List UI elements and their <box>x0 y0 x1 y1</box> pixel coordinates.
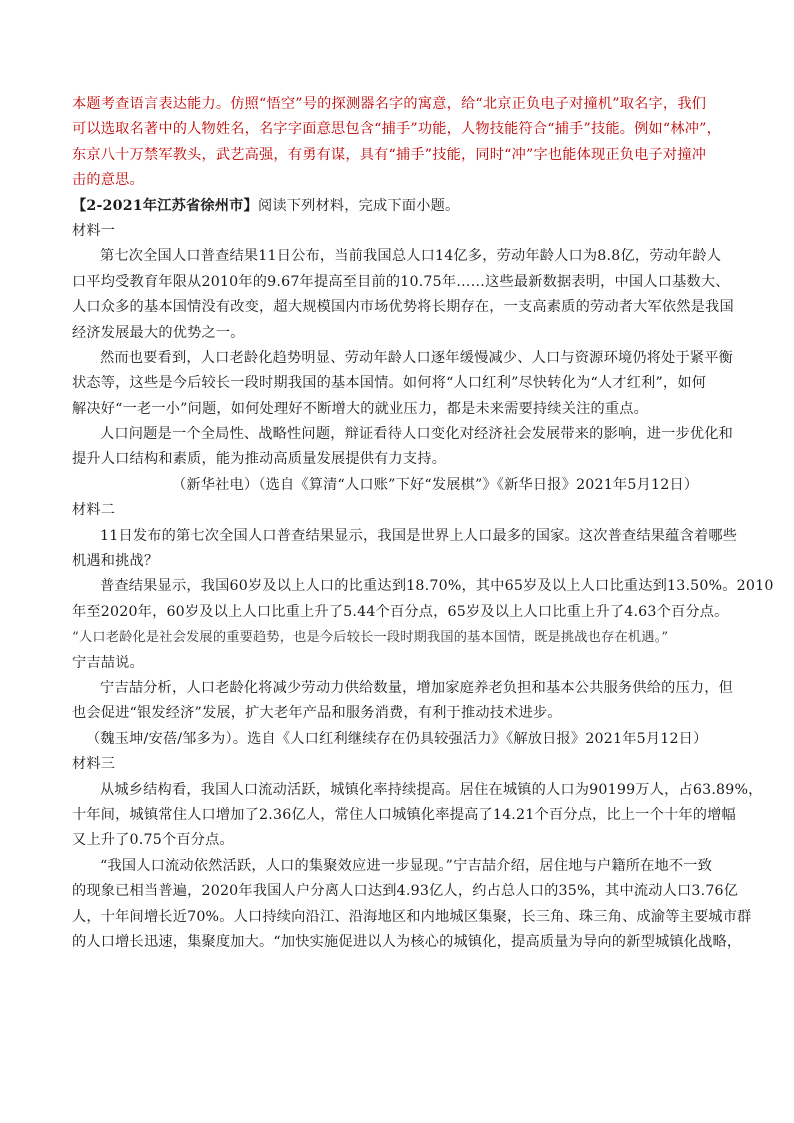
paragraph-line: 人口众多的基本国情没有改变，超大规模国内市场优势将长期存在，一支高素质的劳动者大军依然是我国 <box>72 299 734 316</box>
paragraph-line: “人口老龄化是社会发展的重要趋势，也是今后较长一段时期我国的基本国情，既是挑战也存在机遇。” <box>72 630 669 646</box>
paragraph-line: 宁吉喆说。 <box>72 654 144 671</box>
paragraph-line: 人口问题是一个全局性、战略性问题，辩证看待人口变化对经济社会发展带来的影响，进一步优化和 <box>100 426 734 443</box>
paragraph-line: 经济发展最大的优势之一。 <box>72 324 245 341</box>
question-tag: 【2-2021年江苏省徐州市】 <box>72 197 258 214</box>
paragraph-line: 的人口增长迅速，集聚度加大。“加快实施促进以人为核心的城镇化，提高质量为导向的新型城镇化战略， <box>72 933 742 950</box>
paragraph-line: 11日发布的第七次全国人口普查结果显示，我国是世界上人口最多的国家。这次普查结果蕴含着哪些 <box>100 527 738 544</box>
paragraph-line: 十年间，城镇常住人口增加了2.36亿人，常住人口城镇化率提高了14.21个百分点，比上一个十年的增幅 <box>72 806 736 823</box>
answer-explanation <box>72 92 732 194</box>
material-heading: 材料二 <box>72 502 116 519</box>
material-one <box>72 219 732 498</box>
paragraph-line: 人，十年间增长近70%。人口持续向沿江、沿海地区和内地城区集聚，长三角、珠三角、成渝等主要城市群 <box>72 908 752 925</box>
material-three <box>72 752 763 955</box>
paragraph-line: 第七次全国人口普查结果11日公布，当前我国总人口14亿多，劳动年龄人口为8.8亿，劳动年龄人 <box>100 248 722 265</box>
paragraph-line: 年至2020年，60岁及以上人口比重上升了5.44个百分点，65岁及以上人口比重上升了4.63个百分点。 <box>72 603 729 620</box>
document-page <box>72 92 774 955</box>
question-header <box>72 194 732 219</box>
paragraph-line: 解决好“一老一小”问题，如何处理好不断增大的就业压力，都是未来需要持续关注的重点。 <box>72 400 649 417</box>
answer-line: 可以选取名著中的人物姓名，名字字面意思包含“捕手”功能，人物技能符合“捕手”技能。例如“林冲”， <box>72 121 721 138</box>
paragraph-line: 从城乡结构看，我国人口流动活跃，城镇化率持续提高。居住在城镇的人口为90199万人，占63.89%， <box>100 781 763 798</box>
paragraph-line: 也会促进“银发经济”发展，扩大老年产品和服务消费，有利于推动技术进步。 <box>72 705 562 722</box>
paragraph-line: 提升人口结构和素质，能为推动高质量发展提供有力支持。 <box>72 451 447 468</box>
material-heading: 材料一 <box>72 222 116 239</box>
material-source: （魏玉坤/安蓓/邹多为）。选自《人口红利继续存在仍具较强活力》《解放日报》2021年5月12日） <box>86 730 708 747</box>
material-source: （新华社电）（选自《算清“人口账”下好“发展棋”》《新华日报》2021年5月12日） <box>172 476 699 493</box>
question-instruction: 阅读下列材料，完成下面小题。 <box>257 197 460 214</box>
paragraph-line: 状态等，这些是今后较长一段时期我国的基本国情。如何将“人口红利”尽快转化为“人才红利”，如何 <box>72 375 707 392</box>
answer-line: 击的意思。 <box>72 172 144 189</box>
paragraph-line: 口平均受教育年限从2010年的9.67年提高至目前的10.75年……这些最新数据表明，中国人口基数大、 <box>72 273 730 290</box>
paragraph-line: 又上升了0.75个百分点。 <box>72 832 234 849</box>
paragraph-line: 宁吉喆分析，人口老龄化将减少劳动力供给数量，增加家庭养老负担和基本公共服务供给的压力，但 <box>100 679 734 696</box>
paragraph-line: 的现象已相当普遍，2020年我国人户分离人口达到4.93亿人，约占总人口的35%，其中流动人口3.76亿 <box>72 883 739 900</box>
answer-line: 本题考查语言表达能力。仿照“悟空”号的探测器名字的寓意，给“北京正负电子对撞机”取名字，我们 <box>72 96 707 112</box>
material-two <box>72 498 774 752</box>
paragraph-line: “我国人口流动依然活跃，人口的集聚效应进一步显现。”宁吉喆介绍，居住地与户籍所在地不一致 <box>100 857 713 874</box>
paragraph-line: 然而也要看到，人口老龄化趋势明显、劳动年龄人口逐年缓慢减少、人口与资源环境仍将处于紧平衡 <box>100 349 734 366</box>
answer-line: 东京八十万禁军教头，武艺高强，有勇有谋，具有“捕手”技能，同时“冲”字也能体现正负电子对撞冲 <box>72 146 707 163</box>
paragraph-line: 普查结果显示，我国60岁及以上人口的比重达到18.70%，其中65岁及以上人口比重达到13.50%。2010 <box>100 578 774 595</box>
material-heading: 材料三 <box>72 756 116 773</box>
paragraph-line: 机遇和挑战？ <box>72 553 159 570</box>
